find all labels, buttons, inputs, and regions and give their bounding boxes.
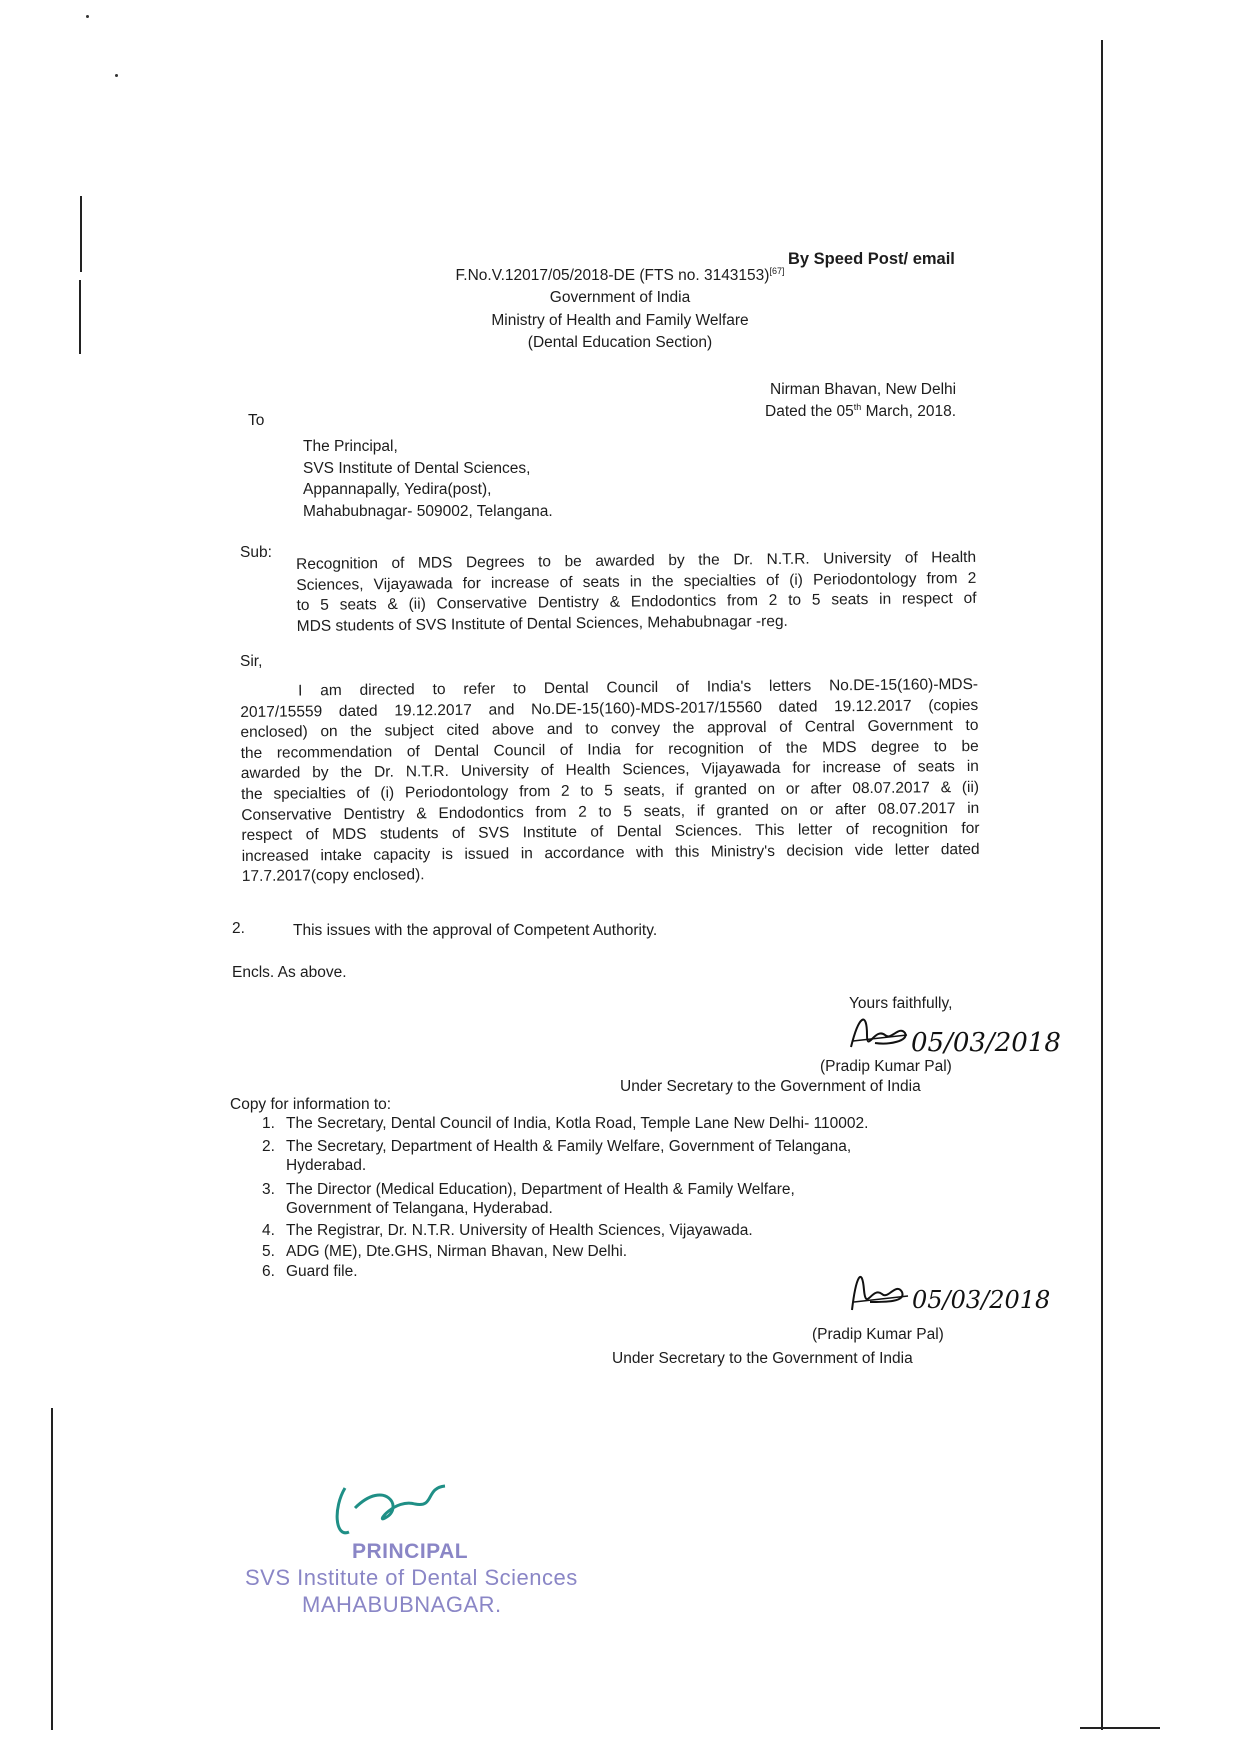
copy-heading: Copy for information to:	[230, 1096, 392, 1113]
subject-text	[296, 548, 977, 637]
signature-1-name: (Pradip Kumar Pal)	[820, 1058, 952, 1075]
stamp-institute: SVS Institute of Dental Sciences	[245, 1565, 578, 1590]
enclosures: Encls. As above.	[232, 964, 347, 981]
scan-border-left-mid	[79, 280, 81, 354]
addressee-line: The Principal,	[303, 438, 398, 455]
scan-border-bottom	[1080, 1727, 1160, 1729]
copy-list-item: 5. ADG (ME), Dte.GHS, Nirman Bhavan, New Delhi.	[262, 1243, 628, 1260]
body-line: I am directed to refer to Dental Council of India's letters No.DE-15(160)-MDS-	[298, 675, 979, 700]
salutation: Sir,	[240, 653, 263, 670]
delivery-mode: By Speed Post/ email	[788, 250, 955, 268]
scan-border-left-bottom	[51, 1408, 53, 1730]
copy-list	[262, 1114, 868, 1281]
government-heading: Government of India	[549, 289, 691, 306]
signature-1-designation: Under Secretary to the Government of India	[620, 1078, 921, 1095]
copy-list-item: 4. The Registrar, Dr. N.T.R. University of Health Sciences, Vijayawada.	[262, 1221, 753, 1239]
addressee-block	[303, 436, 553, 522]
body-line: enclosed) on the subject cited above and to convey the approval of Central Government to	[240, 717, 979, 742]
copy-list-item: 2. The Secretary, Department of Health & Family Welfare, Government of Telangana, Hyderabad.	[262, 1137, 852, 1174]
addressee-line: Mahabubnagar- 509002, Telangana.	[303, 502, 553, 520]
scan-speck	[115, 74, 118, 77]
section-heading: (Dental Education Section)	[527, 334, 713, 351]
signature-2-designation: Under Secretary to the Government of India	[612, 1350, 913, 1367]
date-line: Dated the 05th March, 2018.	[765, 402, 957, 421]
signature-2-handwritten-date: 05/03/2018	[912, 1286, 1051, 1314]
para2-text: This issues with the approval of Competent Authority.	[293, 922, 658, 939]
body-line: increased intake capacity is issued in accordance with this Ministry's decision vide letter dated	[241, 840, 980, 865]
signature-1-handwritten-date: 05/03/2018	[911, 1028, 1061, 1058]
scan-speck	[86, 15, 89, 18]
subject-line: Sciences, Vijayawada for increase of seats in the specialties of (i) Periodontology from 2	[296, 569, 977, 594]
para2-number: 2.	[232, 920, 245, 937]
ministry-heading: Ministry of Health and Family Welfare	[491, 312, 749, 329]
subject-line: MDS students of SVS Institute of Dental Sciences, Mehabubnagar -reg.	[296, 612, 788, 635]
body-line: the specialties of (i) Periodontology from 2 to 5 seats, if granted on or after 08.07.2017 & (ii)	[240, 778, 980, 803]
closing: Yours faithfully,	[849, 995, 953, 1012]
scan-border-right	[1101, 40, 1103, 1730]
to-label: To	[248, 412, 265, 429]
stamp-location: MAHABUBNAGAR.	[302, 1592, 502, 1617]
body-line: the recommendation of Dental Council of India for recognition of the MDS degree to be	[240, 737, 979, 762]
copy-list-item: 3. The Director (Medical Education), Department of Health & Family Welfare, Government of Telangana, Hyderabad.	[262, 1180, 795, 1217]
body-line: Conservative Dentistry & Endodontics from 2 to 5 seats, if granted on or after 08.07.2017 in	[241, 799, 980, 824]
body-line: respect of MDS students of SVS Institute of Dental Sciences. This letter of recognition for	[241, 820, 980, 845]
file-number: F.No.V.12017/05/2018-DE (FTS no. 3143153)[67]	[455, 266, 785, 285]
stamp-title: PRINCIPAL	[352, 1540, 469, 1563]
copy-list-item: 1. The Secretary, Dental Council of India, Kotla Road, Temple Lane New Delhi- 110002.	[262, 1115, 869, 1132]
subject-label: Sub:	[240, 544, 272, 561]
principal-signature	[325, 1468, 495, 1548]
scan-border-left-top	[80, 196, 82, 272]
body-line: awarded by the Dr. N.T.R. University of Health Sciences, Vijayawada for increase of seats in	[240, 758, 979, 783]
signature-2-drawing	[840, 1262, 1060, 1332]
subject-line: Recognition of MDS Degrees to be awarded by the Dr. N.T.R. University of Health	[296, 548, 977, 573]
addressee-line: SVS Institute of Dental Sciences,	[303, 459, 531, 477]
addressee-line: Appannapally, Yedira(post),	[303, 481, 492, 498]
signature-2-name: (Pradip Kumar Pal)	[812, 1326, 944, 1343]
body-line: 2017/15559 dated 19.12.2017 and No.DE-15(160)-MDS-2017/15560 dated 19.12.2017 (copies	[240, 696, 979, 721]
subject-line: to 5 seats & (ii) Conservative Dentistry & Endodontics from 2 to 5 seats in respect of	[296, 590, 977, 615]
body-paragraph	[240, 675, 980, 888]
body-line: 17.7.2017(copy enclosed).	[241, 866, 425, 886]
copy-list-item: 6. Guard file.	[262, 1262, 358, 1280]
place: Nirman Bhavan, New Delhi	[770, 381, 957, 398]
